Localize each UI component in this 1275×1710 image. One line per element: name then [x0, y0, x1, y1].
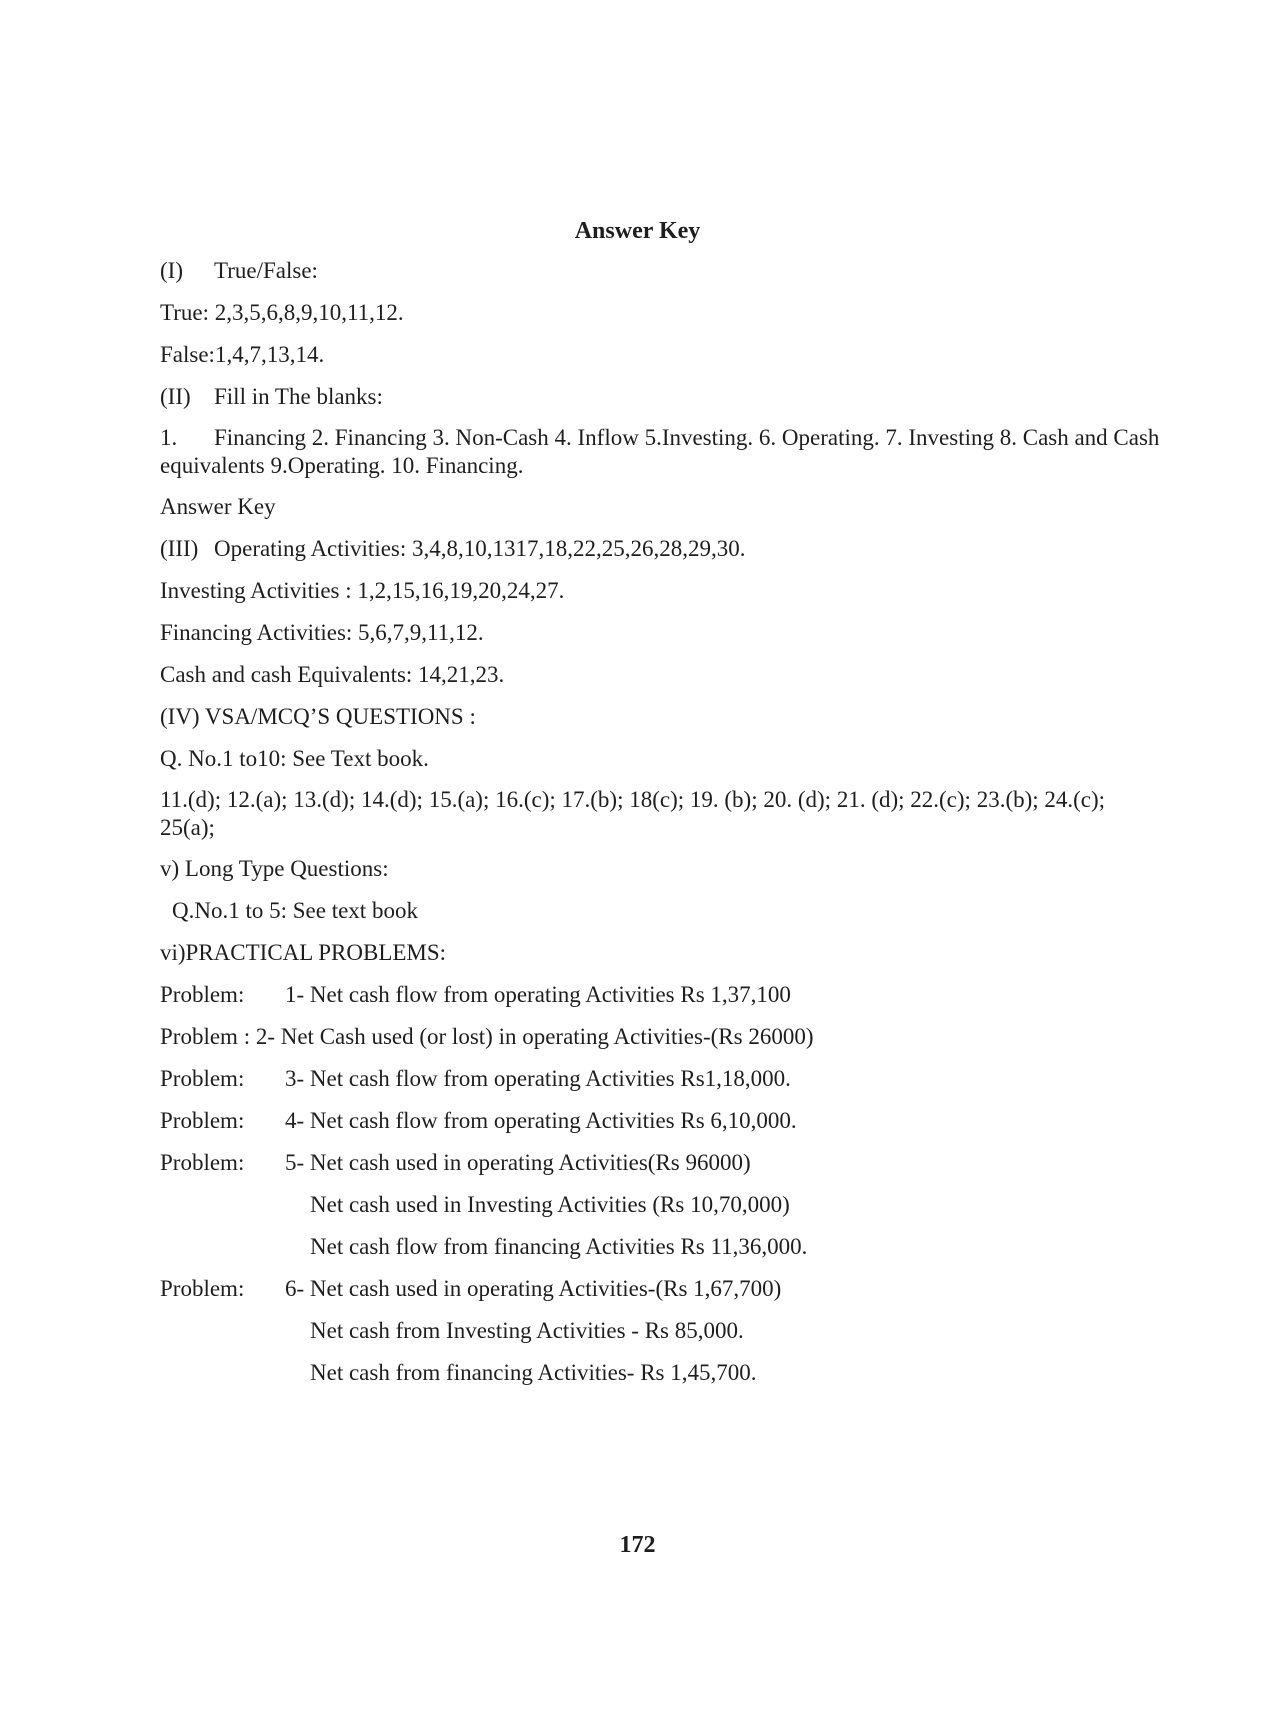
vsa-text-book: Q. No.1 to10: See Text book.: [160, 746, 429, 771]
problem-4-text: 4- Net cash flow from operating Activities Rs 6,10,000.: [285, 1108, 797, 1133]
problem-label: Problem:: [160, 982, 245, 1007]
section-4-heading: (IV) VSA/MCQ’S QUESTIONS :: [160, 704, 476, 729]
page-title: Answer Key: [574, 218, 701, 244]
problem-5-financing: Net cash flow from financing Activities Rs 11,36,000.: [310, 1234, 808, 1259]
page-number: 172: [619, 1532, 656, 1558]
section-1-heading: [160, 256, 1160, 286]
problem-2: Problem : 2- Net Cash used (or lost) in operating Activities-(Rs 26000): [160, 1024, 814, 1049]
false-answers: False:1,4,7,13,14.: [160, 342, 325, 367]
problem-6: [160, 1274, 1160, 1304]
section-1-title: True/False:: [214, 258, 318, 283]
financing-activities: Financing Activities: 5,6,7,9,11,12.: [160, 620, 484, 645]
problem-3: [160, 1064, 1160, 1094]
cash-equivalents: Cash and cash Equivalents: 14,21,23.: [160, 662, 505, 687]
answer-content: [160, 256, 1160, 1400]
section-1-roman: (I): [160, 258, 183, 283]
investing-activities: Investing Activities : 1,2,15,16,19,20,24,27.: [160, 578, 565, 603]
section-2-roman: (II): [160, 384, 191, 409]
fill-blanks-number: 1.: [160, 425, 178, 450]
problem-label: Problem:: [160, 1150, 245, 1175]
problem-6-text: 6- Net cash used in operating Activities-(Rs 1,67,700): [285, 1276, 782, 1301]
long-type-answers: Q.No.1 to 5: See text book: [172, 898, 418, 923]
problem-6-financing: Net cash from financing Activities- Rs 1,45,700.: [310, 1360, 757, 1385]
operating-activities: [160, 534, 1160, 564]
problem-label: Problem:: [160, 1108, 245, 1133]
section-3-roman: (III): [160, 536, 199, 561]
problem-1-text: 1- Net cash flow from operating Activities Rs 1,37,100: [285, 982, 791, 1007]
problem-label: Problem:: [160, 1066, 245, 1091]
problem-label: Problem:: [160, 1276, 245, 1301]
problem-1: [160, 980, 1160, 1010]
section-2-title: Fill in The blanks:: [214, 384, 383, 409]
problem-6-investing: Net cash from Investing Activities - Rs 85,000.: [310, 1318, 744, 1343]
section-6-heading: vi)PRACTICAL PROBLEMS:: [160, 940, 447, 965]
section-5-heading: v) Long Type Questions:: [160, 856, 389, 881]
true-answers: True: 2,3,5,6,8,9,10,11,12.: [160, 300, 404, 325]
problem-4: [160, 1106, 1160, 1136]
operating-activities-text: Operating Activities: 3,4,8,10,1317,18,22,25,26,28,29,30.: [214, 536, 746, 561]
fill-blanks-text: Financing 2. Financing 3. Non-Cash 4. Inflow 5.Investing. 6. Operating. 7. Investing 8. Cash and Cash equivalents 9.Operating. 10. Financing.: [160, 425, 1160, 478]
mcq-answers: 11.(d); 12.(a); 13.(d); 14.(d); 15.(a); 16.(c); 17.(b); 18(c); 19. (b); 20. (d); 21. (d); 22.(c); 23.(b); 24.(c); 25(a);: [160, 787, 1106, 840]
problem-5: [160, 1148, 1160, 1178]
problem-5-text: 5- Net cash used in operating Activities(Rs 96000): [285, 1150, 751, 1175]
fill-blanks-answers: [160, 424, 1160, 480]
section-2-heading: [160, 382, 1160, 412]
problem-5-investing: Net cash used in Investing Activities (Rs 10,70,000): [310, 1192, 790, 1217]
answer-key-subheading: Answer Key: [160, 494, 276, 519]
problem-3-text: 3- Net cash flow from operating Activities Rs1,18,000.: [285, 1066, 791, 1091]
